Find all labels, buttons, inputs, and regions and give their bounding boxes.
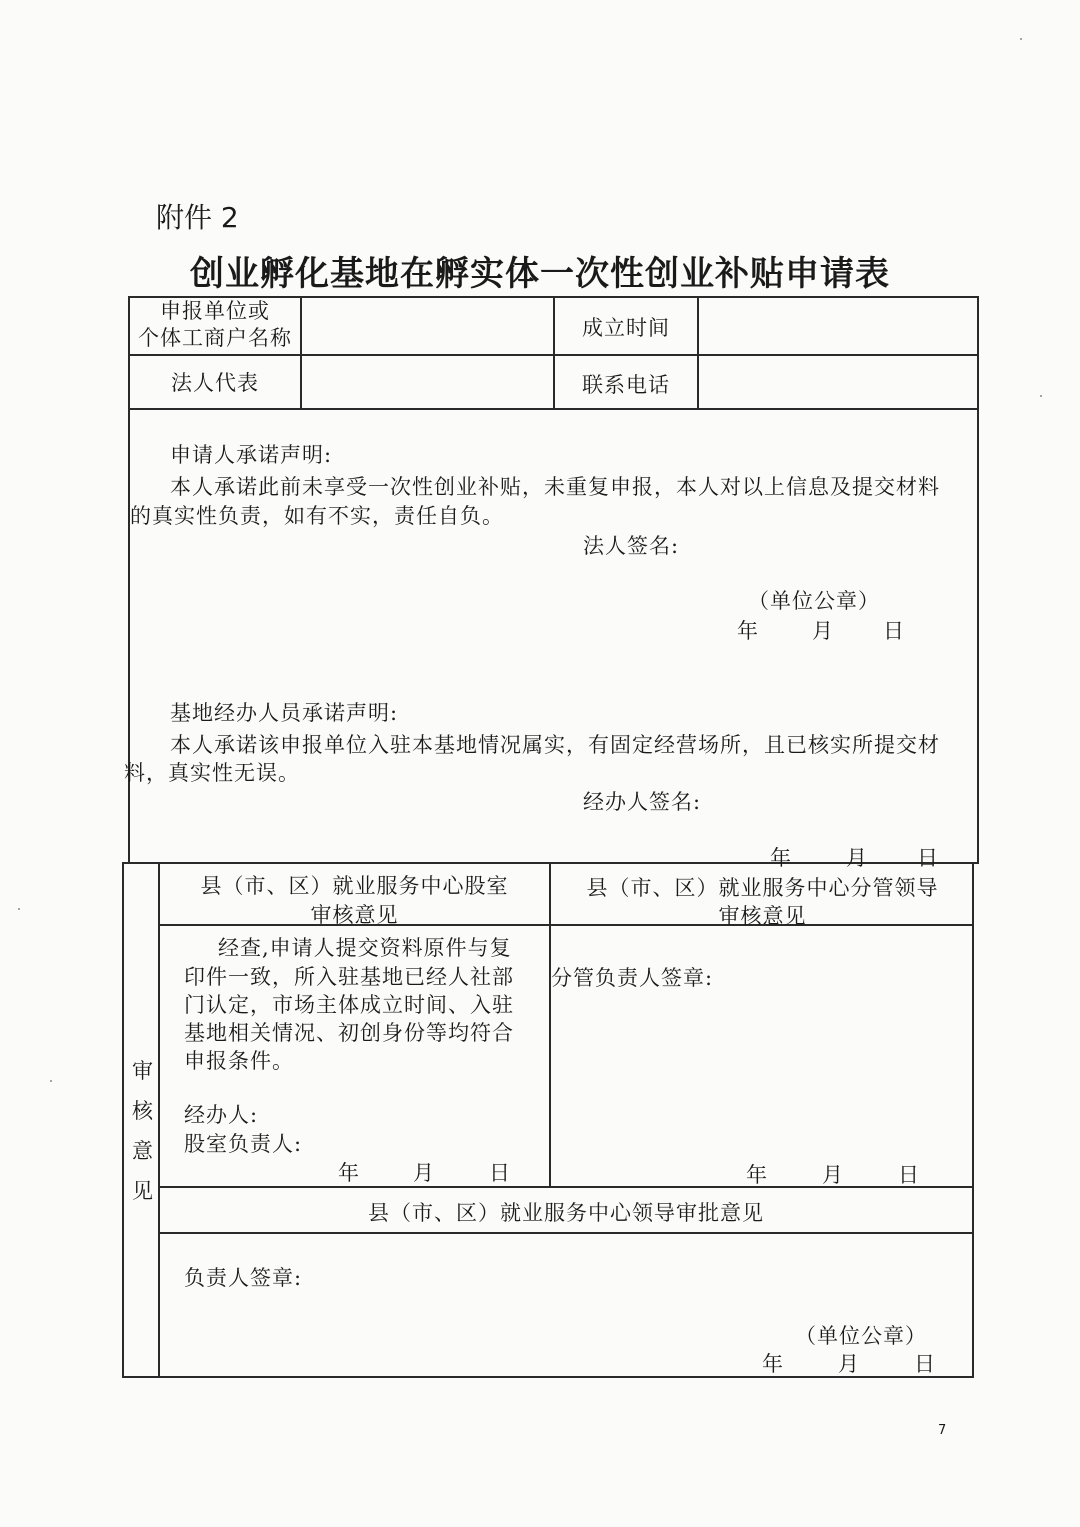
staff-pledge-line2: 料，真实性无误。 — [124, 761, 300, 785]
approval-seal-label: （单位公章） — [795, 1324, 927, 1348]
scan-speck — [18, 908, 20, 910]
applicant-date-year: 年 — [737, 619, 759, 643]
leader-signature-label: 分管负责人签章: — [551, 966, 714, 990]
review-side-char: 核 — [132, 1099, 154, 1123]
applicant-pledge-line1: 本人承诺此前未享受一次性创业补贴，未重复申报，本人对以上信息及提交材料 — [170, 475, 940, 499]
scan-speck — [1040, 395, 1042, 397]
applicant-date-month: 月 — [812, 619, 834, 643]
office-head-label: 股室负责人: — [184, 1132, 303, 1156]
review-side-char: 见 — [132, 1179, 154, 1203]
staff-date-year: 年 — [770, 846, 792, 870]
applicant-date-day: 日 — [883, 619, 905, 643]
unit-name-label-line1: 申报单位或 — [160, 299, 270, 323]
form-title: 创业孵化基地在孵实体一次性创业补贴申请表 — [190, 254, 890, 294]
unit-name-label-line2: 个体工商户名称 — [138, 326, 292, 350]
staff-pledge-heading: 基地经办人员承诺声明: — [170, 701, 399, 725]
office-review-body-line1: 经查,申请人提交资料原件与复 — [218, 936, 512, 960]
staff-date-month: 月 — [846, 846, 868, 870]
review-side-char: 审 — [132, 1059, 154, 1083]
office-date-day: 日 — [489, 1161, 511, 1185]
office-date-month: 月 — [413, 1161, 435, 1185]
staff-signature-label: 经办人签名: — [583, 790, 702, 814]
attachment-label: 附件 2 — [156, 201, 239, 234]
scan-speck — [1020, 38, 1022, 40]
legal-rep-label: 法人代表 — [171, 371, 259, 395]
office-date-year: 年 — [338, 1161, 360, 1185]
approval-signature-label: 负责人签章: — [184, 1266, 303, 1290]
scan-speck — [50, 1080, 52, 1082]
approval-heading: 县（市、区）就业服务中心领导审批意见 — [368, 1201, 764, 1225]
legal-signature-label: 法人签名: — [583, 534, 680, 558]
leader-review-heading-line1: 县（市、区）就业服务中心分管领导 — [586, 876, 939, 900]
applicant-pledge-line2: 的真实性负责，如有不实，责任自负。 — [130, 504, 504, 528]
applicant-pledge-heading: 申请人承诺声明: — [170, 443, 333, 467]
staff-date-day: 日 — [917, 846, 939, 870]
staff-pledge-line1: 本人承诺该申报单位入驻本基地情况属实，有固定经营场所，且已核实所提交材 — [170, 733, 940, 757]
established-label: 成立时间 — [582, 316, 670, 340]
leader-date-day: 日 — [898, 1163, 920, 1187]
leader-review-heading-line2: 审核意见 — [718, 904, 807, 928]
leader-date-month: 月 — [822, 1163, 844, 1187]
office-review-heading-line2: 审核意见 — [310, 903, 399, 927]
office-review-heading-line1: 县（市、区）就业服务中心股室 — [200, 874, 509, 898]
phone-label: 联系电话 — [582, 373, 670, 397]
applicant-seal-label: （单位公章） — [748, 589, 880, 613]
office-review-body-line2: 印件一致，所入驻基地已经人社部 — [184, 965, 514, 989]
approval-date-month: 月 — [838, 1352, 860, 1376]
review-side-char: 意 — [132, 1139, 154, 1163]
office-review-body-line4: 基地相关情况、初创身份等均符合 — [184, 1021, 514, 1045]
approval-date-day: 日 — [914, 1352, 936, 1376]
page-number: 7 — [938, 1423, 947, 1438]
leader-date-year: 年 — [746, 1163, 768, 1187]
office-review-body-line3: 门认定，市场主体成立时间、入驻 — [184, 993, 514, 1017]
handler-label: 经办人: — [184, 1103, 259, 1127]
office-review-body-line5: 申报条件。 — [184, 1049, 294, 1073]
approval-date-year: 年 — [762, 1352, 784, 1376]
